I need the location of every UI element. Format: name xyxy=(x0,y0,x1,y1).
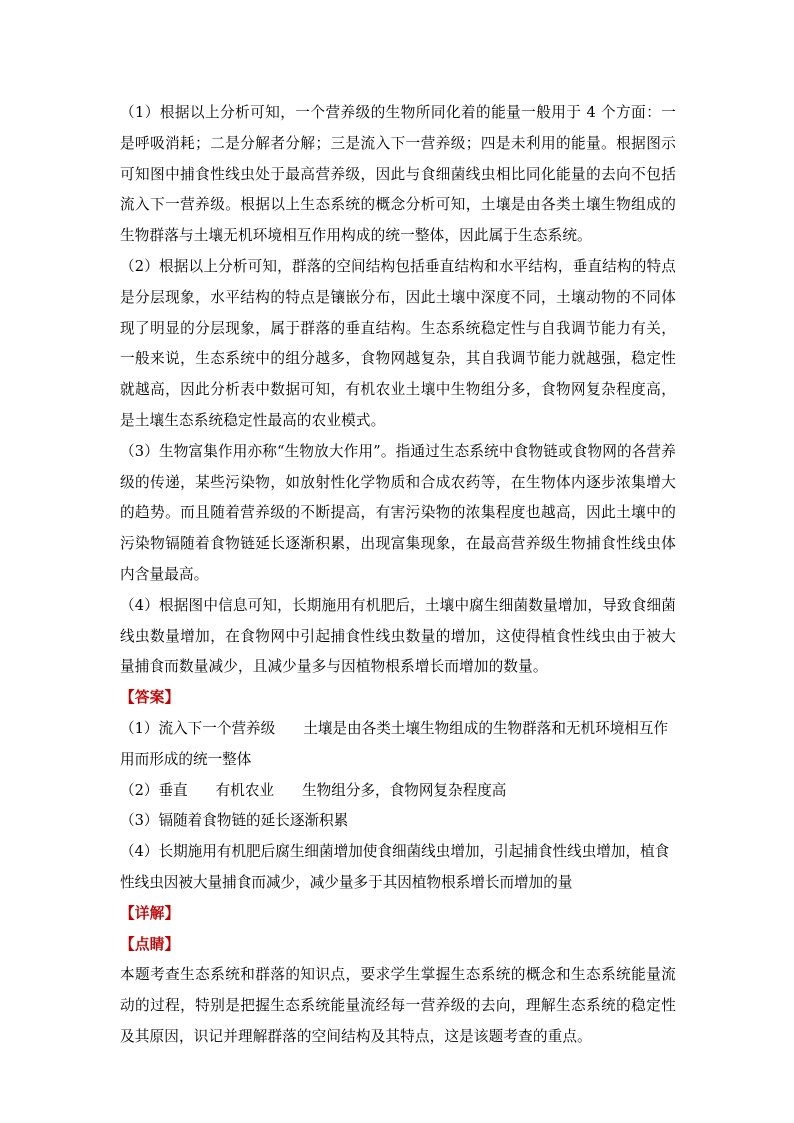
analysis-paragraph-3: （3）生物富集作用亦称“生物放大作用”。指通过生态系统中食物链或食物网的各营养级的传递，某些污染物，如放射性化学物质和合成农药等，在生物体内逐步浓集增大的趋势。而且随着营养级的不断提高，有害污染物的浓集程度也越高，因此土壤中的污染物镉随着食物链延长逐渐积累，出现富集现象，在最高营养级生物捕食性线虫体内含量最高。 xyxy=(120,442,676,583)
answer-2 xyxy=(120,776,676,807)
answer-1-part-2: 土壤是由各类土壤生物组成的生物群落和无机环境相互作用而形成的统一整体 xyxy=(120,719,669,768)
answer-4: （4）长期施用有机肥后腐生细菌增加使食细菌线虫增加，引起捕食性线虫增加，植食性线虫因被大量捕食而减少，减少量多于其因植物根系增长而增加的量 xyxy=(120,843,670,891)
comment-heading: 【点睛】 xyxy=(120,935,180,953)
answer-1-part-1: （1）流入下一个营养级 xyxy=(120,719,276,737)
answer-heading: 【答案】 xyxy=(120,689,180,707)
detail-heading: 【详解】 xyxy=(120,904,180,922)
answer-1 xyxy=(120,714,676,776)
answer-3: （3）镉随着食物链的延长逐渐积累 xyxy=(120,812,349,830)
document-page xyxy=(120,98,676,1053)
analysis-paragraph-1: （1）根据以上分析可知，一个营养级的生物所同化着的能量一般用于 4 个方面：一是呼吸消耗；二是分解者分解；三是流入下一营养级；四是未利用的能量。根据图示可知图中捕食性线虫处于最高营养级，因此与食细菌线虫相比同化能量的去向不包括流入下一营养级。根据以上生态系统的概念分析可知，土壤是由各类土壤生物组成的生物群落与土壤无机环境相互作用构成的统一整体，因此属于生态系统。 xyxy=(120,104,676,245)
comment-paragraph: 本题考查生态系统和群落的知识点，要求学生掌握生态系统的概念和生态系统能量流动的过程，特别是把握生态系统能量流经每一营养级的去向，理解生态系统的稳定性及其原因，识记并理解群落的空间结构及其特点，这是该题考查的重点。 xyxy=(120,966,676,1045)
answer-2-part-3: 生物组分多，食物网复杂程度高 xyxy=(302,781,507,799)
answer-2-part-1: （2）垂直 xyxy=(120,781,188,799)
answer-2-part-2: 有机农业 xyxy=(215,781,275,799)
analysis-paragraph-2: （2）根据以上分析可知，群落的空间结构包括垂直结构和水平结构，垂直结构的特点是分层现象，水平结构的特点是镶嵌分布，因此土壤中深度不同，土壤动物的不同体现了明显的分层现象，属于群落的垂直结构。生态系统稳定性与自我调节能力有关，一般来说，生态系统中的组分越多，食物网越复杂，其自我调节能力就越强，稳定性就越高，因此分析表中数据可知，有机农业土壤中生物组分多，食物网复杂程度高，是土壤生态系统稳定性最高的农业模式。 xyxy=(120,257,676,429)
analysis-paragraph-4: （4）根据图中信息可知，长期施用有机肥后，土壤中腐生细菌数量增加，导致食细菌线虫数量增加，在食物网中引起捕食性线虫数量的增加，这使得植食性线虫由于被大量捕食而数量减少，且减少量多与因植物根系增长而增加的数量。 xyxy=(120,596,676,676)
